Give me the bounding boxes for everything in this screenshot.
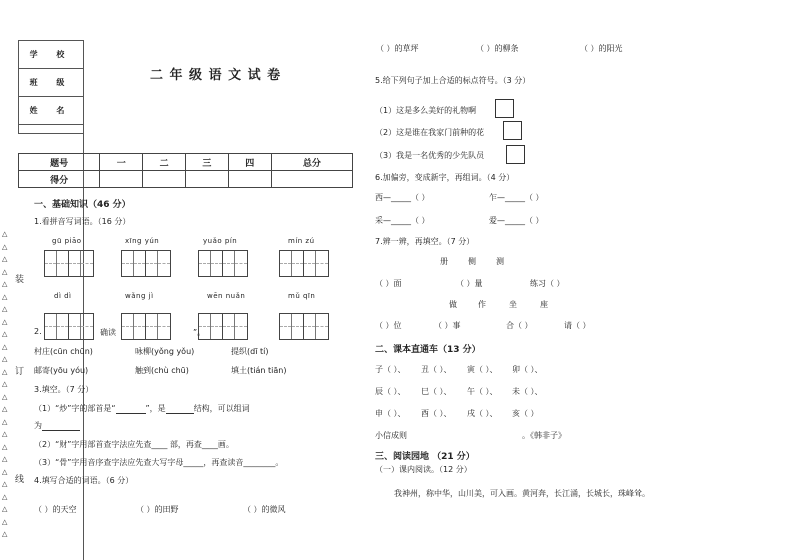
zodiac-item[interactable]: 卯（ ）、 — [512, 365, 543, 374]
question-4: 4.填写合适的词语。（6 分） — [34, 476, 134, 485]
zodiac-item[interactable]: 寅（ ）、 — [467, 365, 498, 374]
fill-char-item[interactable]: （ ）面 — [375, 279, 402, 288]
zodiac-item[interactable]: 辰（ ）、 — [375, 387, 406, 396]
answer-blank[interactable] — [42, 430, 80, 431]
pinyin-choice[interactable]: 咏柳(yǒng yǒu) — [135, 347, 195, 356]
radical-item[interactable]: 西—_____（ ） — [375, 193, 430, 202]
writing-grid[interactable] — [198, 250, 248, 277]
pinyin: mǔ qīn — [288, 292, 316, 300]
punctuation-box[interactable] — [506, 145, 525, 164]
punctuation-box[interactable] — [495, 99, 514, 118]
score-header: 总分 — [271, 154, 352, 171]
section-3-subtitle: （一）课内阅读。（12 分） — [375, 465, 472, 474]
fill-char-item[interactable]: （ ）量 — [456, 279, 483, 288]
choice-char: 测 — [496, 257, 504, 266]
binding-char-zhuang: 装 — [15, 275, 25, 285]
zodiac-item[interactable]: 未（ ）、 — [512, 387, 543, 396]
zodiac-item[interactable]: 戌（ ）、 — [467, 409, 498, 418]
writing-grid[interactable] — [121, 250, 171, 277]
fill-word-item[interactable]: （ ）的田野 — [136, 505, 179, 514]
pinyin-choice[interactable]: 提织(dī tí) — [231, 347, 269, 356]
fill-word-item[interactable]: （ ）的阳光 — [580, 44, 623, 53]
writing-grid[interactable] — [279, 250, 329, 277]
zodiac-item[interactable]: 酉（ ）、 — [421, 409, 452, 418]
proverb-end: 。《韩非子》 — [522, 431, 566, 440]
score-header: 二 — [143, 154, 186, 171]
question-3-1: （1）“炒”字的部首是“ ”，是 结构，可以组词 — [34, 404, 250, 413]
pinyin-choice[interactable]: 触到(chù chū) — [135, 366, 189, 375]
question-3-1-cont: 为 — [34, 420, 80, 431]
writing-grid[interactable] — [44, 250, 94, 277]
score-header: 四 — [228, 154, 271, 171]
page-title: 二 年 级 语 文 试 卷 — [150, 68, 282, 83]
pinyin: mín zú — [288, 237, 315, 245]
binding-char-xian: 线 — [15, 475, 25, 485]
pinyin: dì dì — [54, 292, 72, 300]
pinyin-choice[interactable]: 村庄(cūn chūn) — [34, 347, 93, 356]
info-blank-row — [19, 125, 84, 134]
score-header: 三 — [185, 154, 228, 171]
zodiac-item[interactable]: 子（ ）、 — [375, 365, 406, 374]
proverb-start: 小信成则 — [375, 431, 407, 440]
score-table — [18, 153, 353, 188]
pinyin: gū piāo — [52, 237, 82, 245]
choice-char: 坐 — [509, 300, 517, 309]
score-header: 一 — [100, 154, 143, 171]
choice-char: 作 — [478, 300, 486, 309]
binding-char-ding: 订 — [15, 367, 25, 377]
punctuation-sentence: （3）我是一名优秀的少先队员 — [375, 151, 485, 160]
school-label: 学 校 — [19, 41, 84, 69]
fill-char-item[interactable]: 练习（ ） — [530, 279, 565, 288]
question-7: 7.辨一辨，再填空。（7 分） — [375, 237, 475, 246]
pinyin: yuǎo pín — [203, 237, 238, 245]
choice-char: 侧 — [468, 257, 476, 266]
binding-triangles: △ △ △ △ △ △ △ △ △ △ △ △ △ △ △ △ △ △ △ △ △ △ △ △ △ — [2, 230, 8, 538]
radical-item[interactable]: 爱—_____（ ） — [489, 216, 544, 225]
section-1-title: 一、基础知识（46 分） — [34, 200, 131, 210]
pinyin: xīng yún — [125, 237, 160, 245]
question-2-suffix: ”。 — [193, 328, 206, 337]
question-3-2: （2）“财”字用部首查字法应先查____ 部，再查____画。 — [34, 440, 234, 449]
section-2-title: 二、课本直通车（13 分） — [375, 345, 481, 355]
fill-char-item[interactable]: 请（ ） — [564, 321, 591, 330]
section-3-title: 三、阅读园地 （21 分） — [375, 452, 475, 462]
reading-passage: 我神州，称中华，山川美，可入画。黄河奔，长江涌，长城长，珠峰耸。 — [394, 489, 650, 498]
fill-char-item[interactable]: （ ）位 — [375, 321, 402, 330]
question-3-3: （3）“骨”字用音序查字法应先查大写字母_____，再查读音________。 — [34, 458, 284, 467]
fill-char-item[interactable]: （ ）事 — [434, 321, 461, 330]
writing-grid[interactable] — [121, 313, 171, 340]
choice-char: 座 — [540, 300, 548, 309]
choice-char: 做 — [449, 300, 457, 309]
score-row-label: 得分 — [19, 171, 100, 188]
punctuation-sentence: （2）这是谁在我家门前种的花 — [375, 128, 485, 137]
pinyin: wēn nuǎn — [207, 292, 246, 300]
fill-word-item[interactable]: （ ）的微风 — [243, 505, 286, 514]
answer-blank[interactable] — [166, 413, 194, 414]
question-5: 5.给下列句子加上合适的标点符号。（3 分） — [375, 76, 531, 85]
punctuation-sentence: （1）这是多么美好的礼物啊 — [375, 106, 477, 115]
question-2-prefix: 2. — [34, 327, 42, 336]
choice-char: 册 — [440, 257, 448, 266]
zodiac-item[interactable]: 亥（ ） — [512, 409, 539, 418]
student-info-table — [18, 40, 84, 134]
zodiac-item[interactable]: 丑（ ）、 — [421, 365, 452, 374]
score-cell[interactable] — [185, 171, 228, 188]
zodiac-item[interactable]: 申（ ）、 — [375, 409, 406, 418]
zodiac-item[interactable]: 巳（ ）、 — [421, 387, 452, 396]
radical-item[interactable]: 采—_____（ ） — [375, 216, 430, 225]
pinyin-choice[interactable]: 填土(tián tiān) — [231, 366, 287, 375]
fill-word-item[interactable]: （ ）的柳条 — [476, 44, 519, 53]
fill-word-item[interactable]: （ ）的草坪 — [376, 44, 419, 53]
score-cell[interactable] — [100, 171, 143, 188]
answer-blank[interactable] — [116, 413, 146, 414]
score-header: 题号 — [19, 154, 100, 171]
class-label: 班 级 — [19, 69, 84, 97]
pinyin-choice[interactable]: 邮寄(yōu yóu) — [34, 366, 89, 375]
question-6: 6.加偏旁，变成新字，再组词。（4 分） — [375, 173, 515, 182]
question-2-mid: 确读 — [100, 328, 116, 337]
question-1: 1.看拼音写词语。（16 分） — [34, 217, 131, 226]
punctuation-box[interactable] — [503, 121, 522, 140]
pinyin: wǎng jì — [125, 292, 154, 300]
zodiac-item[interactable]: 午（ ）、 — [467, 387, 498, 396]
fill-char-item[interactable]: 合（ ） — [506, 321, 533, 330]
fill-word-item[interactable]: （ ）的天空 — [34, 505, 77, 514]
name-label: 姓 名 — [19, 97, 84, 125]
question-3: 3.填空。（7 分） — [34, 385, 94, 394]
writing-grid[interactable] — [198, 313, 248, 340]
score-cell[interactable] — [228, 171, 271, 188]
writing-grid[interactable] — [44, 313, 94, 340]
score-cell[interactable] — [143, 171, 186, 188]
radical-item[interactable]: 乍—_____（ ） — [489, 193, 544, 202]
writing-grid[interactable] — [279, 313, 329, 340]
score-cell[interactable] — [271, 171, 352, 188]
